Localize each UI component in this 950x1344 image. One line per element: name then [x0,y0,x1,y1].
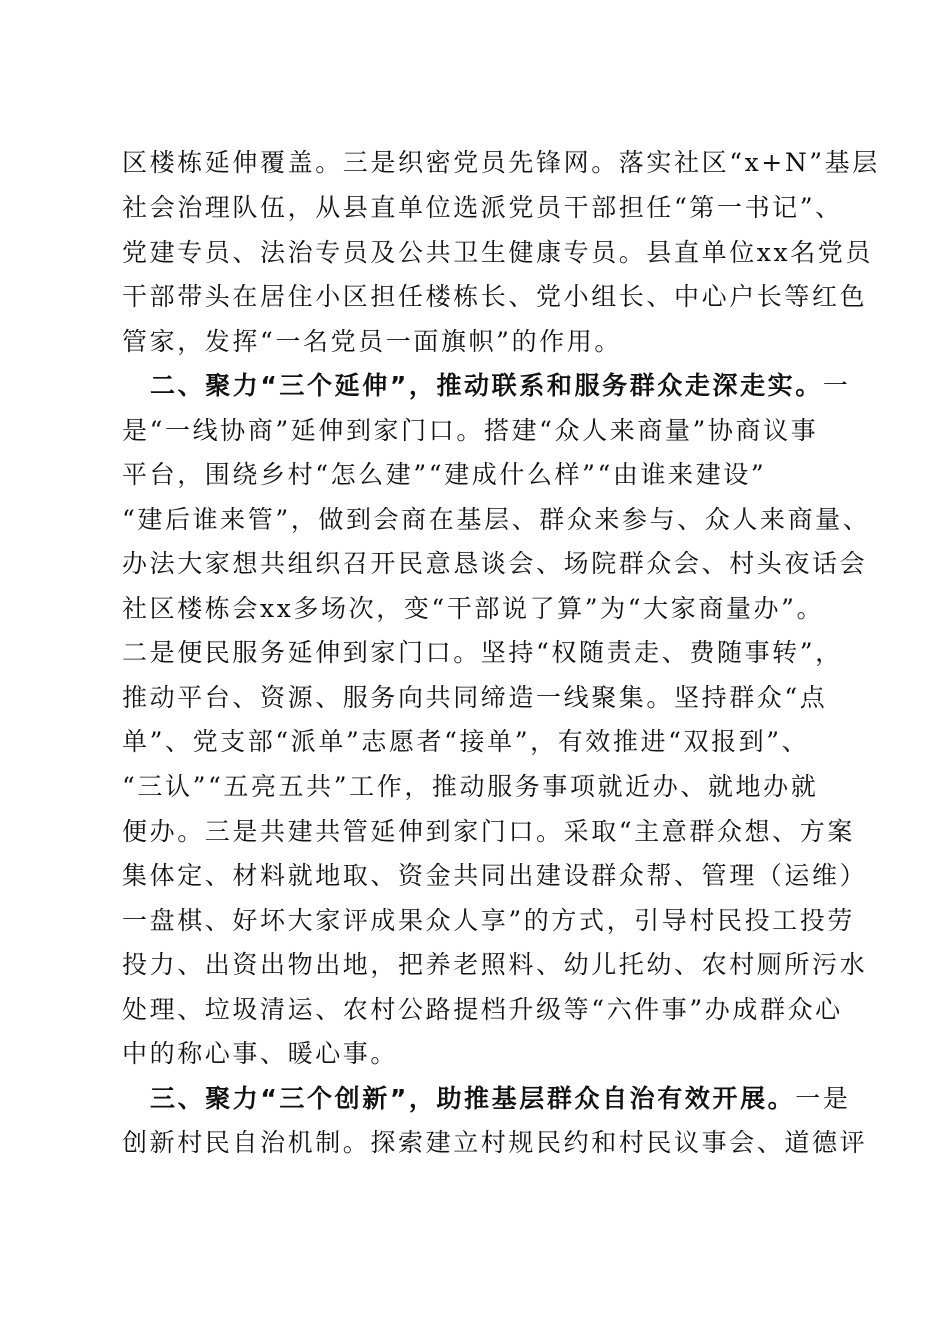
line-text: 中的称心事、暖心事。 [122,1039,399,1068]
line-text: “三认”“五亮五共”工作，推动服务事项就近办、就地办就 [122,772,819,801]
body-text-line [122,141,880,185]
line-text: 单”、党支部“派单”志愿者“接单”，有效推进“双报到”、 [122,727,810,756]
body-text-line [122,854,868,898]
line-text: 推动平台、资源、服务向共同缔造一线聚集。坚持群众“点 [122,683,828,712]
body-text-line [122,988,843,1032]
body-text-line [122,587,828,631]
body-text-line [122,1032,828,1076]
line-text: 干部带头在居住小区担任楼栋长、党小组长、中心户长等红色 [122,282,868,311]
body-text-line [122,498,871,542]
line-text: 创新村民自治机制。探索建立村规民约和村民议事会、道德评 [122,1128,868,1157]
body-text-line [122,186,843,230]
body-text-line [122,320,828,364]
section-heading-line [150,364,851,408]
line-text: “建后谁来管”，做到会商在基层、群众来参与、众人来商量、 [122,505,871,534]
body-text-line [122,275,868,319]
heading-text: 三、聚力“三个创新”，助推基层群众自治有效开展。 [150,1084,796,1113]
body-text-line [122,765,828,809]
line-text: 便办。三是共建共管延伸到家门口。采取“主意群众想、方案 [122,817,855,846]
line-text: 一盘棋、好坏大家评成果众人享”的方式，引导村民投工投劳 [122,906,855,935]
line-text: 社区楼栋会xx多场次，变“干部说了算”为“大家商量办”。 [122,594,825,623]
line-text: 一是 [795,1084,851,1113]
line-text: 区楼栋延伸覆盖。三是织密党员先锋网。落实社区“x+N”基层 [122,148,880,177]
body-text-line [122,542,868,586]
line-text: 处理、垃圾清运、农村公路提档升级等“六件事”办成群众心 [122,995,843,1024]
line-text: 办法大家想共组织召开民意恳谈会、场院群众会、村头夜话会 [122,549,868,578]
body-text-line [122,899,855,943]
line-text: 二是便民服务延伸到家门口。坚持“权随责走、费随事转”， [122,638,843,667]
line-text: 党建专员、法治专员及公共卫生健康专员。县直单位xx名党员 [122,238,874,267]
body-text-line [122,810,855,854]
line-text: 社会治理队伍，从县直单位选派党员干部担任“第一书记”、 [122,193,843,222]
body-text-line [122,720,828,764]
line-text: 一 [822,371,851,400]
body-text-line [122,631,843,675]
body-text-line [122,943,868,987]
body-text-line [122,409,828,453]
heading-text: 二、聚力“三个延伸”，推动联系和服务群众走深走实。 [150,371,823,400]
line-text: 平台，围绕乡村“怎么建”“建成什么样”“由谁来建设” [122,460,767,489]
line-text: 是“一线协商”延伸到家门口。搭建“众人来商量”协商议事 [122,416,819,445]
body-text-line [122,1121,868,1165]
body-text-line [122,231,874,275]
line-text: 管家，发挥“一名党员一面旗帜”的作用。 [122,327,622,356]
line-text: 集体定、材料就地取、资金共同出建设群众帮、管理（运维） [122,861,868,890]
line-text: 投力、出资出物出地，把养老照料、幼儿托幼、农村厕所污水 [122,950,868,979]
body-text-line [122,453,828,497]
body-text-line [122,676,828,720]
section-heading-line [150,1077,851,1121]
